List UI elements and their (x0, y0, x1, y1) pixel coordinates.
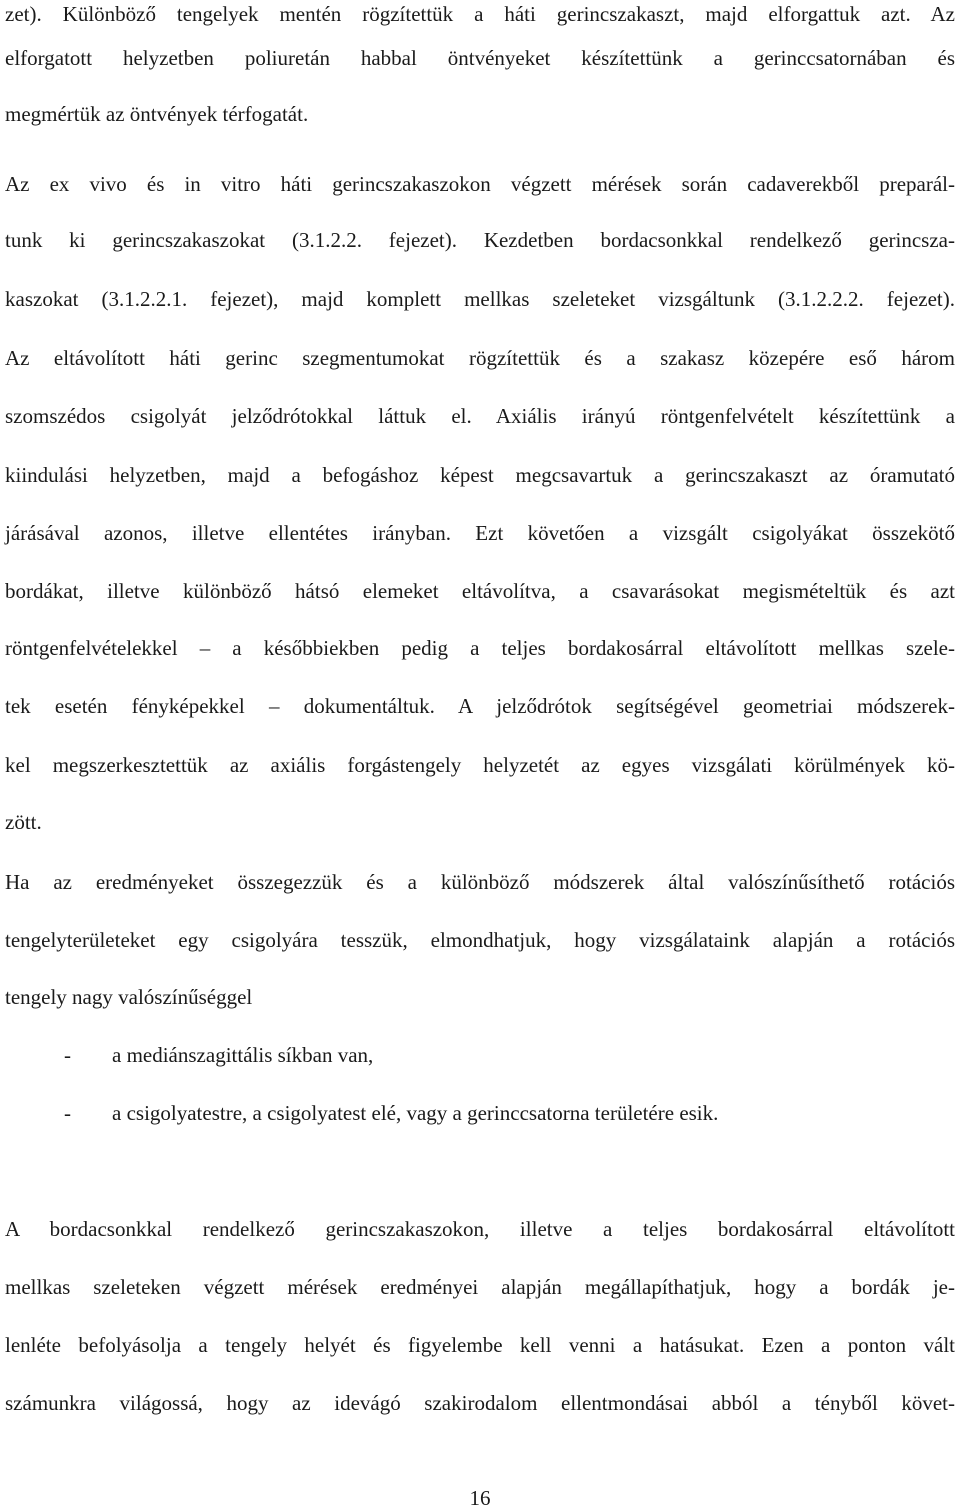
text-line: A bordacsonkkal rendelkező gerincszakaszokon, illetve a teljes bordakosárral eltávolított (5, 1217, 955, 1241)
list-item-text: a csigolyatestre, a csigolyatest elé, vagy a gerinccsatorna területére esik. (112, 1101, 719, 1125)
text-line: röntgenfelvételekkel – a későbbiekben pedig a teljes bordakosárral eltávolított mellkas szele- (5, 636, 955, 660)
text-line: megmértük az öntvények térfogatát. (5, 102, 309, 126)
text-line: elforgatott helyzetben poliuretán habbal öntvényeket készítettünk a gerinccsatornában és (5, 46, 955, 70)
list-item (64, 1041, 373, 1069)
list-dash: - (64, 1101, 71, 1125)
text-line: mellkas szeleteken végzett mérések eredményei alapján megállapíthatjuk, hogy a bordák je- (5, 1275, 955, 1299)
text-line: járásával azonos, illetve ellentétes irányban. Ezt követően a vizsgált csigolyákat összekötő (5, 521, 955, 545)
text-line: Az eltávolított háti gerinc szegmentumokat rögzítettük és a szakasz közepére eső három (5, 346, 955, 370)
list-item (64, 1099, 718, 1127)
list-dash: - (64, 1043, 71, 1067)
text-line: Az ex vivo és in vitro háti gerincszakaszokon végzett mérések során cadaverekből preparál- (5, 172, 955, 196)
text-line: kiindulási helyzetben, majd a befogáshoz képest megcsavartuk a gerincszakaszt az óramutató (5, 463, 955, 487)
text-line: kel megszerkesztettük az axiális forgástengely helyzetét az egyes vizsgálati körülmények kö- (5, 753, 955, 777)
text-line: zet). Különböző tengelyek mentén rögzítettük a háti gerincszakaszt, majd elforgattuk azt. Az (5, 2, 955, 26)
page-number: 16 (469, 1486, 491, 1510)
text-line: zött. (5, 810, 42, 834)
text-line: tengelyterületeket egy csigolyára tesszük, elmondhatjuk, hogy vizsgálataink alapján a rotációs (5, 928, 955, 952)
text-line: számunkra világossá, hogy az idevágó szakirodalom ellentmondásai abból a tényből követ- (5, 1391, 955, 1415)
text-line: tengely nagy valószínűséggel (5, 985, 253, 1009)
text-line: Ha az eredményeket összegezzük és a különböző módszerek által valószínűsíthető rotációs (5, 870, 955, 894)
text-line: kaszokat (3.1.2.2.1. fejezet), majd komplett mellkas szeleteket vizsgáltunk (3.1.2.2.2. fejezet). (5, 287, 955, 311)
text-line: szomszédos csigolyát jelződrótokkal láttuk el. Axiális irányú röntgenfelvételt készítettünk a (5, 404, 955, 428)
text-line: lenléte befolyásolja a tengely helyét és figyelembe kell venni a hatásukat. Ezen a ponton vált (5, 1333, 955, 1357)
text-line: bordákat, illetve különböző hátsó elemeket eltávolítva, a csavarásokat megismételtük és azt (5, 579, 955, 603)
list-item-text: a mediánszagittális síkban van, (112, 1043, 374, 1067)
text-line: tek esetén fényképekkel – dokumentáltuk. A jelződrótok segítségével geometriai módszerek- (5, 694, 955, 718)
text-line: tunk ki gerincszakaszokat (3.1.2.2. fejezet). Kezdetben bordacsonkkal rendelkező gerincsza- (5, 228, 955, 252)
